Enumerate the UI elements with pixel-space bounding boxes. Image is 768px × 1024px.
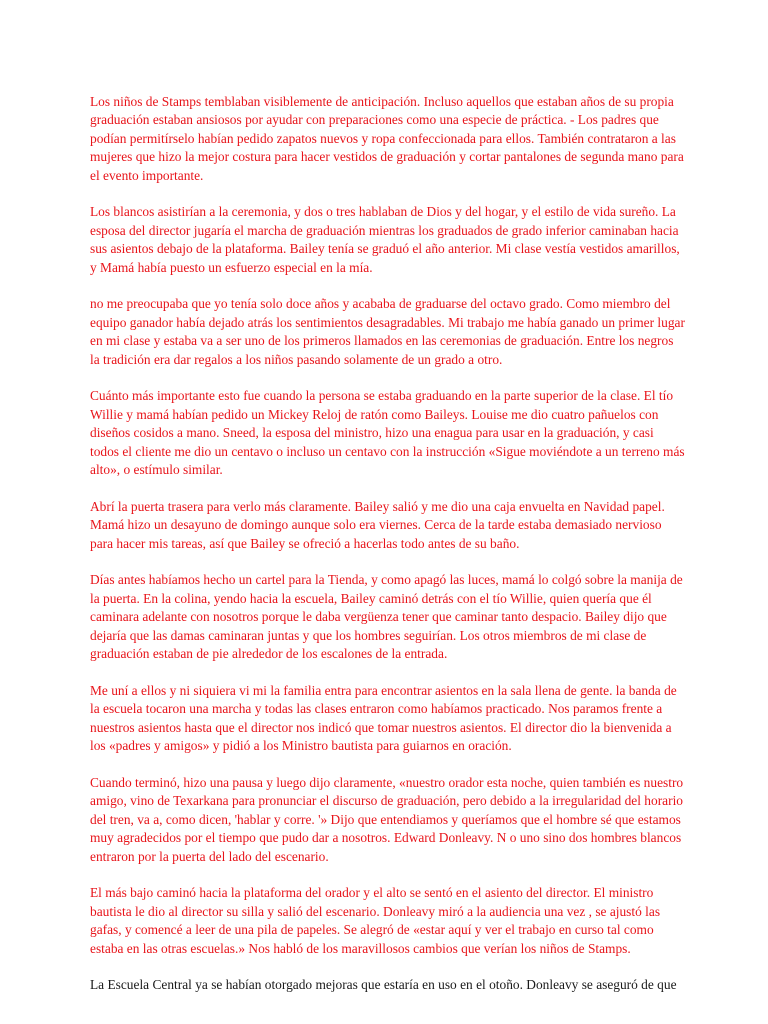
paragraph-3: no me preocupaba que yo tenía solo doce años y acababa de graduarse del octavo grado. Como miembro del equipo ganador había dejado atrás los sentimientos desagradables. Mi trabajo me había ganado un primer lugar en mi clase y estaba va a ser uno de los primeros llamados en las ceremonias de graduación. Entre los negros la tradición era dar regalos a los niños pasando solamente de un grado a otro. <box>90 296 685 367</box>
paragraph-10: La Escuela Central ya se habían otorgado mejoras que estaría en uso en el otoño. Donleavy se aseguró de que <box>90 977 677 993</box>
document-page <box>90 93 685 995</box>
paragraph-2: Los blancos asistirían a la ceremonia, y dos o tres hablaban de Dios y del hogar, y el estilo de vida sureño. La esposa del director jugaría el marcha de graduación mientras los graduados de grado inferior caminaban hacia sus asientos debajo de la plataforma. Bailey tenía se graduó el año anterior. Mi clase vestía vestidos amarillos, y Mamá había puesto un esfuerzo especial en la mía. <box>90 204 680 275</box>
paragraph-7: Me uní a ellos y ni siquiera vi mi la familia entra para encontrar asientos en la sala llena de gente. la banda de la escuela tocaron una marcha y todas las clases entraron como habíamos practicado. Nos paramos frente a nuestros asientos hasta que el director nos indicó que tomar nuestros asientos. El director dio la bienvenida a los «padres y amigos» y pidió a los Ministro bautista para guiarnos en oración. <box>90 682 677 754</box>
paragraph-1: Los niños de Stamps temblaban visiblemente de anticipación. Incluso aquellos que estaban años de su propia graduación estaban ansiosos por ayudar con preparaciones como una especie de práctica. - Los padres que podían permitírselo habían pedido zapatos nuevos y ropa confeccionada para ellos. También contrataron a las mujeres que hizo la mejor costura para hacer vestidos de graduación y cortar pantalones de segunda mano para el evento importante. <box>90 94 684 183</box>
paragraph-6: Días antes habíamos hecho un cartel para la Tienda, y como apagó las luces, mamá lo colgó sobre la manija de la puerta. En la colina, yendo hacia la escuela, Bailey caminó detrás con el tío Willie, quien quería que él caminara adelante con nosotros porque le daba vergüenza tener que caminar tanto despacio. Bailey dijo que dejaría que las damas caminaran juntas y que los hombres seguirían. Los otros miembros de mi clase de graduación estaban de pie alrededor de los escalones de la entrada. <box>90 572 683 662</box>
paragraph-5: Abrí la puerta trasera para verlo más claramente. Bailey salió y me dio una caja envuelta en Navidad papel. Mamá hizo un desayuno de domingo aunque solo era viernes. Cerca de la tarde estaba demasiado nervioso para hacer mis tareas, así que Bailey se ofreció a hacerlas todo antes de su baño. <box>90 498 665 551</box>
paragraph-4: Cuánto más importante esto fue cuando la persona se estaba graduando en la parte superior de la clase. El tío Willie y mamá habían pedido un Mickey Reloj de ratón como Baileys. Louise me dio cuatro pañuelos con diseños cosidos a mano. Sneed, la esposa del ministro, hizo una enagua para usar en la graduación, y casi todos el cliente me dio un centavo o incluso un centavo con la instrucción «Sigue moviéndote a un terreno más alto», o estímulo similar. <box>90 388 685 478</box>
paragraph-9: El más bajo caminó hacia la plataforma del orador y el alto se sentó en el asiento del director. El ministro bautista le dio al director su silla y salió del escenario. Donleavy miró a la audiencia una vez , se ajustó las gafas, y comencé a leer de una pila de papeles. Se alegró de «estar aquí y ver el trabajo en curso tal como estaba en las otras escuelas.» Nos habló de los maravillosos cambios que verían los niños de Stamps. <box>90 885 661 956</box>
paragraph-8: Cuando terminó, hizo una pausa y luego dijo claramente, «nuestro orador esta noche, quien también es nuestro amigo, vino de Texarkana para pronunciar el discurso de graduación, pero debido a la irregularidad del horario del tren, va a, como dicen, 'hablar y corre. '» Dijo que entendiamos y queríamos que el hombre sé que estamos muy agradecidos por el tiempo que pudo dar a nosotros. Edward Donleavy. N o uno sino dos hombres blancos entraron por la puerta del lado del escenario. <box>90 774 684 864</box>
